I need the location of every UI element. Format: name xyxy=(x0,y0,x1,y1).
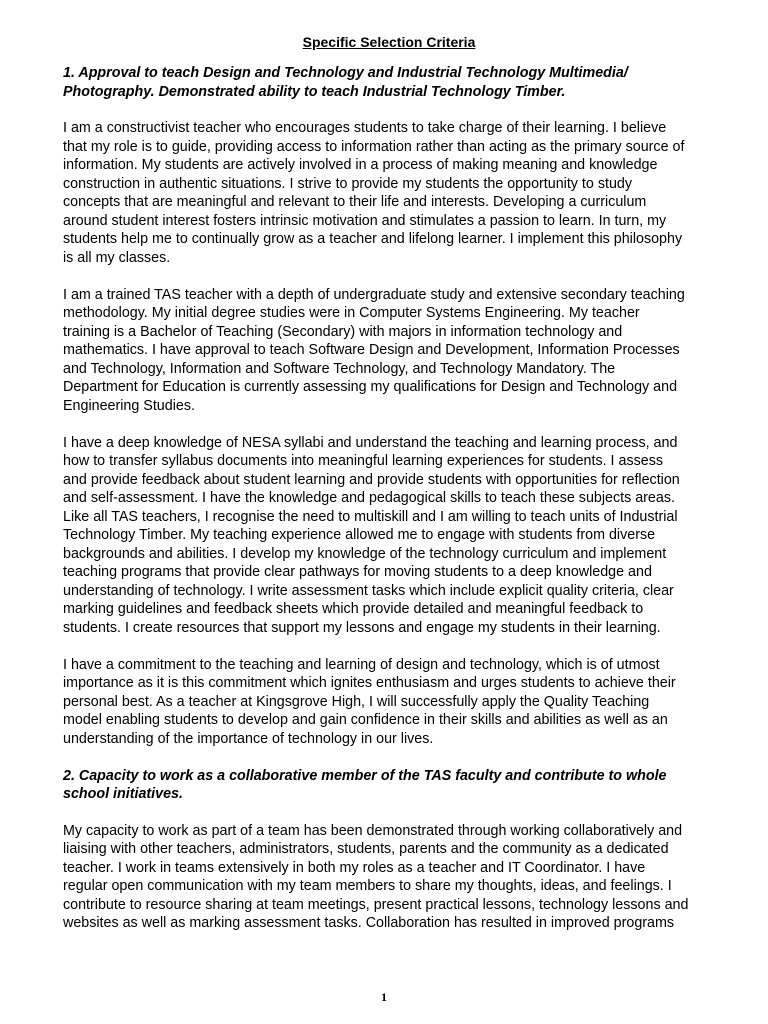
section-2-paragraph-1 xyxy=(63,822,715,933)
section-2-heading xyxy=(63,767,715,804)
text-line: that my role is to guide, providing access to information rather than acting as the primary source of xyxy=(63,138,685,155)
text-line: concepts that are meaningful and relevant to their life and interests. Developing a curriculum xyxy=(63,194,647,210)
text-line: Technology Timber. My teaching experience allowed me to engage with students from diverse xyxy=(63,527,656,543)
text-line: I am a constructivist teacher who encourages students to take charge of their learning. I believe xyxy=(63,120,667,136)
text-line: I am a trained TAS teacher with a depth of undergraduate study and extensive secondary teaching xyxy=(63,286,685,303)
text-line: Like all TAS teachers, I recognise the need to multiskill and I am willing to teach units of Industrial xyxy=(63,508,678,525)
text-line: methodology. My initial degree studies were in Computer Systems Engineering. My teacher xyxy=(63,305,640,321)
text-line: regular open communication with my team members to share my thoughts, ideas, and feelings. I xyxy=(63,878,672,894)
text-line: training is a Bachelor of Teaching (Secondary) with majors in information technology and xyxy=(63,323,623,340)
text-line: I have a deep knowledge of NESA syllabi and understand the teaching and learning process, and xyxy=(63,434,678,451)
text-line: students. I create resources that support my lessons and engage my students in their learning. xyxy=(63,619,661,636)
section-1 xyxy=(63,64,715,748)
heading-line: 1. Approval to teach Design and Technology and Industrial Technology Multimedia/ xyxy=(63,65,628,81)
text-line: construction in authentic situations. I strive to provide my students the opportunity to study xyxy=(63,175,632,192)
text-line: is all my classes. xyxy=(63,249,171,266)
text-line: Engineering Studies. xyxy=(63,397,195,414)
text-line: I have a commitment to the teaching and learning of design and technology, which is of utmost xyxy=(63,656,660,673)
heading-line: Photography. Demonstrated ability to teach Industrial Technology Timber. xyxy=(63,83,566,100)
text-line: mathematics. I have approval to teach Software Design and Development, Information Processes xyxy=(63,342,680,358)
section-1-heading xyxy=(63,64,715,101)
text-line: personal best. As a teacher at Kingsgrove High, I will successfully apply the Quality Teaching xyxy=(63,693,650,710)
text-line: and provide feedback about student learning and provide students with opportunities for reflection xyxy=(63,471,680,488)
section-1-paragraph-3 xyxy=(63,434,715,638)
section-1-paragraph-1 xyxy=(63,119,715,267)
heading-line: school initiatives. xyxy=(63,786,183,802)
text-line: importance as it is this commitment which ignites enthusiasm and urges students to achieve their xyxy=(63,675,676,691)
text-line: teaching programs that provide clear pathways for moving students to a deep knowledge and xyxy=(63,564,652,580)
document-title: Specific Selection Criteria xyxy=(302,34,476,50)
text-line: model enabling students to develop and gain confidence in their skills and abilities as well as an xyxy=(63,712,668,728)
text-line: and Technology, Information and Software Technology, and Technology Mandatory. The xyxy=(63,360,616,377)
section-2 xyxy=(63,767,715,933)
section-1-paragraph-4 xyxy=(63,656,715,749)
text-line: around student interest fosters intrinsic motivation and stimulates a passion to learn. In turn, my xyxy=(63,212,667,229)
text-line: liaising with other teachers, administrators, students, parents and the community as a dedicated xyxy=(63,841,669,857)
document-page xyxy=(63,33,715,951)
text-line: understanding of technology. I write assessment tasks which include explicit quality criteria, clear xyxy=(63,582,674,599)
text-line: websites as well as marking assessment tasks. Collaboration has resulted in improved programs xyxy=(63,915,675,931)
page-number: 1 xyxy=(381,990,387,1004)
section-1-paragraph-2 xyxy=(63,286,715,416)
text-line: how to transfer syllabus documents into meaningful learning experiences for students. I assess xyxy=(63,453,663,469)
text-line: and self-assessment. I have the knowledge and pedagogical skills to teach these subjects areas. xyxy=(63,490,675,506)
text-line: contribute to resource sharing at team meetings, present practical lessons, technology lessons and xyxy=(63,896,689,913)
text-line: Department for Education is currently assessing my qualifications for Design and Technology and xyxy=(63,379,678,395)
text-line: backgrounds and abilities. I develop my knowledge of the technology curriculum and implement xyxy=(63,545,667,562)
text-line: students help me to continually grow as a teacher and lifelong learner. I implement this philosophy xyxy=(63,231,683,247)
text-line: My capacity to work as part of a team has been demonstrated through working collaboratively and xyxy=(63,822,683,839)
heading-line: 2. Capacity to work as a collaborative member of the TAS faculty and contribute to whole xyxy=(63,767,667,784)
text-line: marking guidelines and feedback sheets which provide detailed and meaningful feedback to xyxy=(63,601,644,617)
text-line: understanding of the importance of technology in our lives. xyxy=(63,730,434,747)
text-line: teacher. I work in teams extensively in both my roles as a teacher and IT Coordinator. I have xyxy=(63,859,646,876)
text-line: information. My students are actively involved in a process of making meaning and knowledge xyxy=(63,157,658,173)
